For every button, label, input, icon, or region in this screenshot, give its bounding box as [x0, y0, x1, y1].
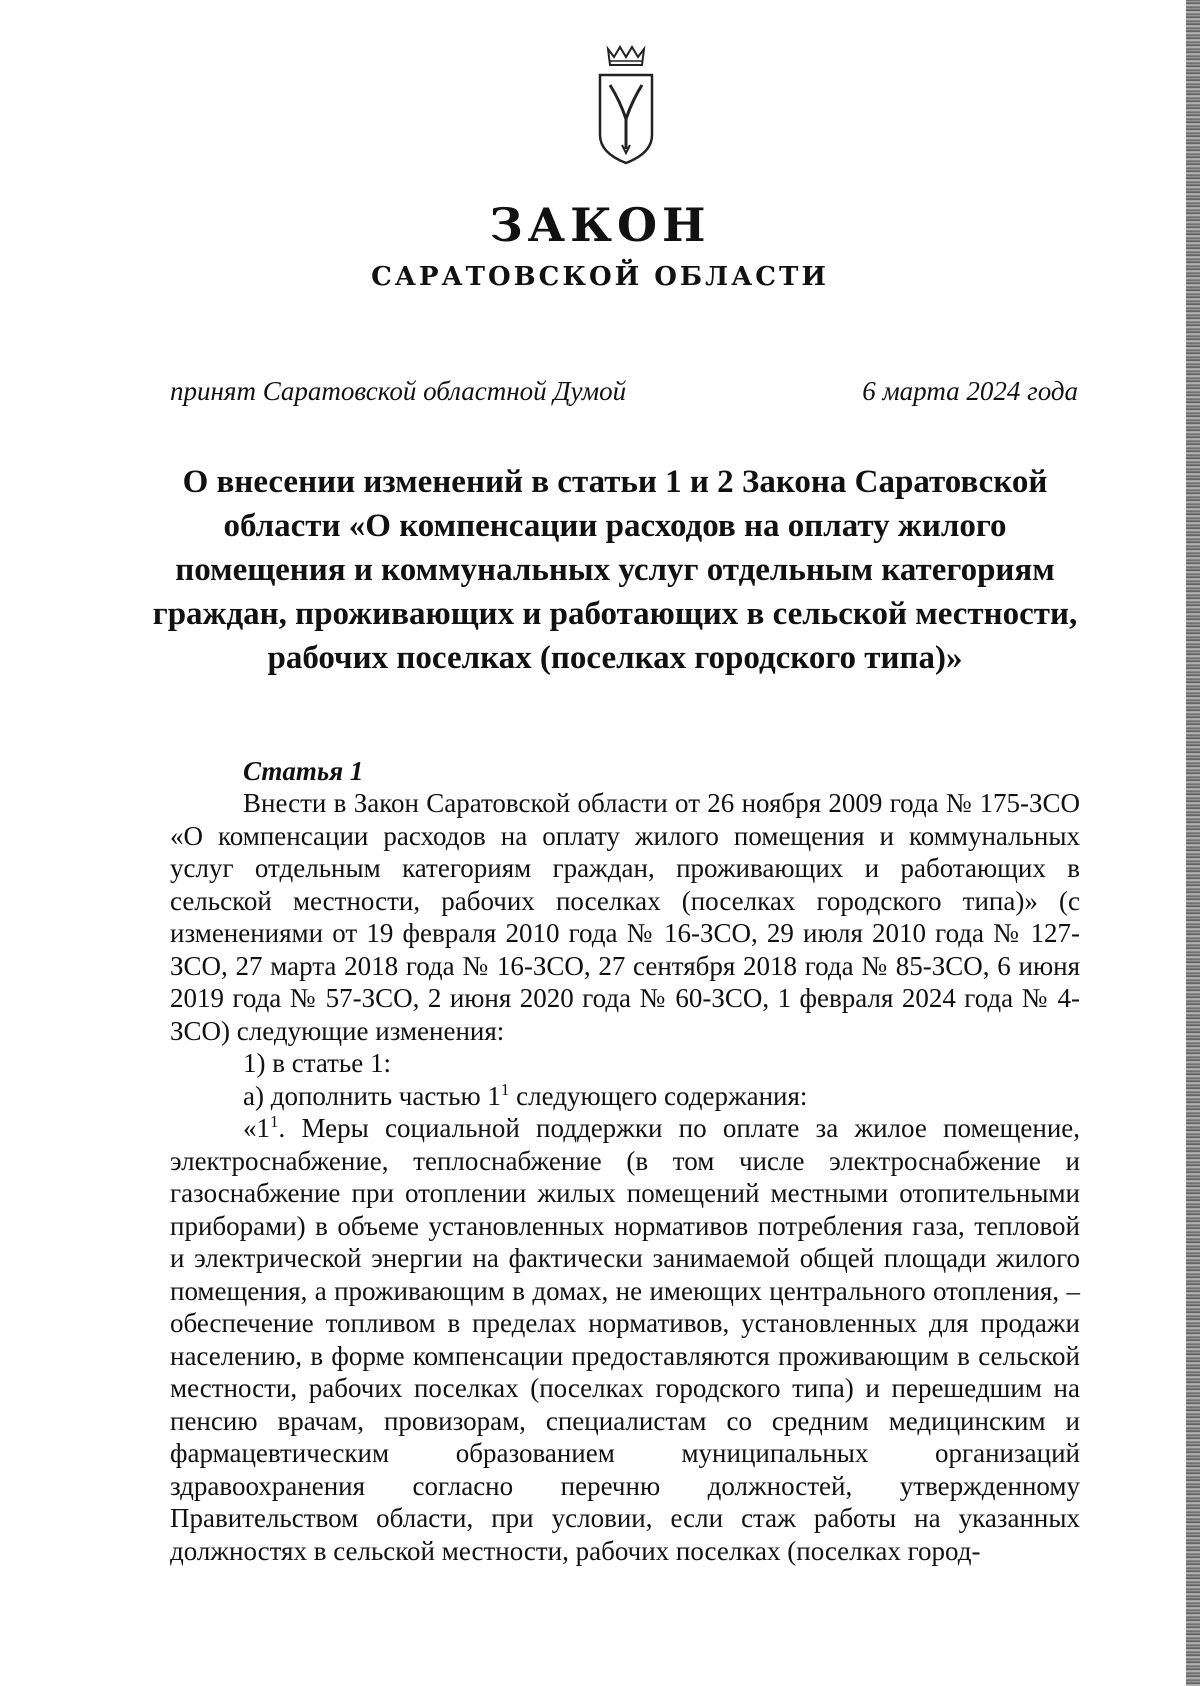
- article-label: Статья 1: [243, 756, 364, 786]
- item-a-superscript: 1: [500, 1079, 510, 1099]
- saratov-coat-of-arms-icon: [596, 45, 656, 167]
- item-1: 1) в статье 1:: [243, 1048, 391, 1078]
- law-subtitle: САРАТОВСКОЙ ОБЛАСТИ: [371, 262, 829, 292]
- quote-superscript: 1: [270, 1112, 279, 1131]
- quote-text: . Меры социальной поддержки по оплате за жилое помещение, электроснабжение, теплоснабжение (в том числе электроснабжение и газоснабжение при отоплении жилых помещений местными отопительными приборами) в объеме установленных нормативов потребления газа, тепловой и электрической энергии на фактически занимаемой общей площади жилого помещения, а проживающим в домах, не имеющих центрального отопления, – обеспечение топливом в пределах нормативов, установленных для продажи населению, в форме компенсации предоставляются проживающим в сельской местности, рабочих поселках (поселках городского типа) и перешедшим на пенсию врачам, провизорам, специалистам со средним медицинским и фармацевтическим образованием муниципальных организаций здравоохранения согласно перечню должностей, утвержденному Правительством области, при условии, если стаж работы на указанных должностях в сельской местности, рабочих поселках (поселках город-: [170, 1113, 1080, 1566]
- quote-number: «1: [243, 1113, 270, 1143]
- scan-edge: [1186, 0, 1200, 1686]
- law-title: ЗАКОН: [489, 198, 711, 252]
- article-paragraph-1: Внести в Закон Саратовской области от 26 ноября 2009 года № 175-ЗСО «О компенсации расходов на оплату жилого помещения и коммунальных услуг отдельным категориям граждан, проживающих и работающих в сельской местности, рабочих поселках (поселках городского типа)» (с изменениями от 19 февраля 2010 года № 16-ЗСО, 29 июля 2010 года № 127-ЗСО, 27 марта 2018 года № 16-ЗСО, 27 сентября 2018 года № 85-ЗСО, 6 июня 2019 года № 57-ЗСО, 2 июня 2020 года № 60-ЗСО, 1 февраля 2024 года № 4-ЗСО) следующие изменения:: [170, 788, 1080, 1046]
- adopted-by: принят Саратовской областной Думой: [170, 376, 627, 406]
- item-a: [170, 1080, 1080, 1113]
- item-a-text: а) дополнить частью 1: [243, 1080, 501, 1111]
- item-a-text-end: следующего содержания:: [509, 1080, 808, 1111]
- article-body: [170, 787, 1080, 1567]
- adoption-date: 6 марта 2024 года: [862, 376, 1078, 406]
- document-heading: О внесении изменений в статьи 1 и 2 Закона Саратовской области «О компенсации расходов на оплату жилого помещения и коммунальных услуг отдельным категориям граждан, проживающих и работающих в сельской местности, рабочих поселках (поселках городского типа)»: [152, 464, 1078, 676]
- quoted-part: [170, 1112, 1080, 1567]
